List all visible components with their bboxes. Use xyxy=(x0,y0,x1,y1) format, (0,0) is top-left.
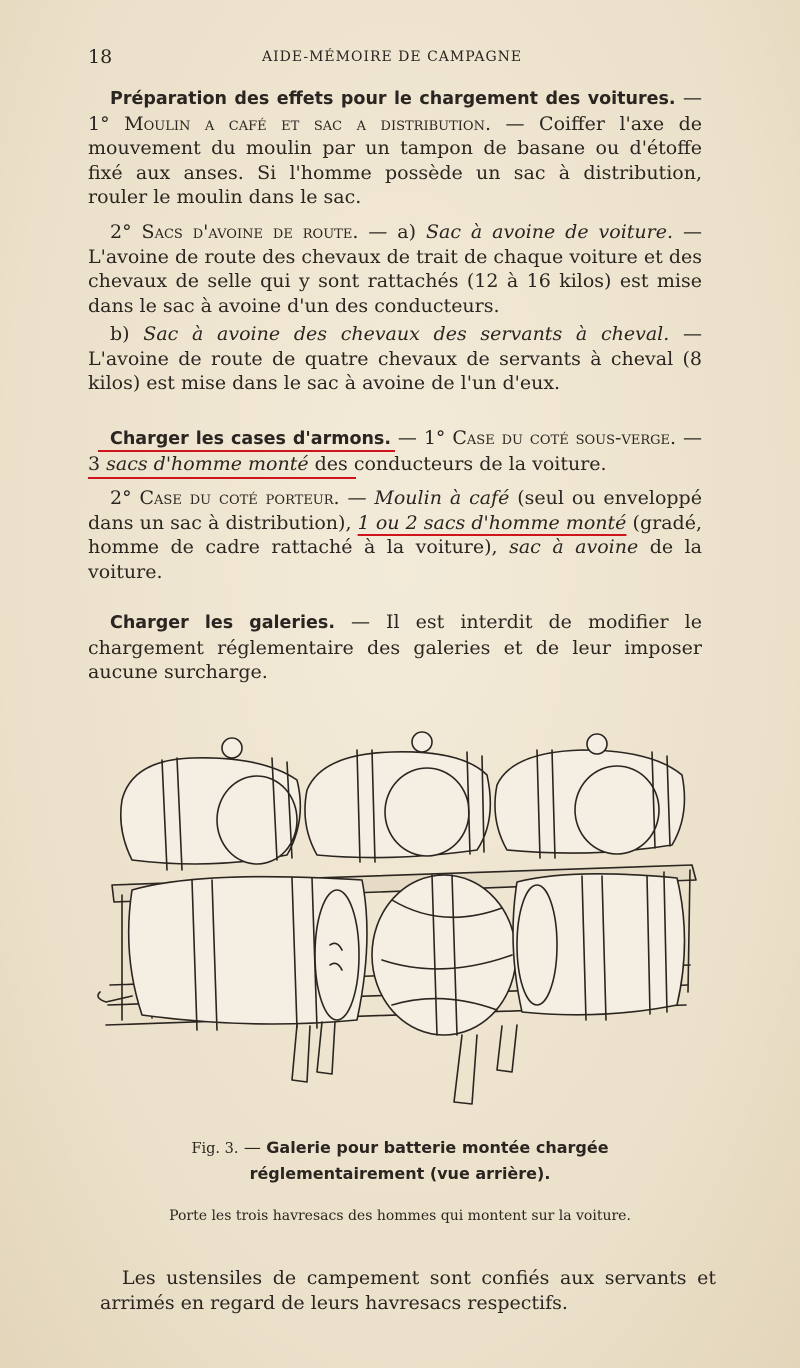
red-underline-phrase-1 xyxy=(88,477,356,479)
lower-sack-right xyxy=(513,874,685,1020)
sacs-paragraph-b: b) Sac à avoine des chevaux des servants à cheval. — L'avoine de route de quatre chevaux de servants à cheval (8 kilos) est mise dans le sac à avoine de l'un d'eux. xyxy=(88,323,702,394)
figure-title-line2: réglementairement (vue arrière). xyxy=(249,1164,551,1183)
red-underline-heading xyxy=(98,450,395,452)
upper-sack-middle xyxy=(305,732,490,862)
figure-note: Porte les trois havresacs des hommes qui montent sur la voiture. xyxy=(169,1208,631,1224)
sacs-paragraph-a: 2° Sacs d'avoine de route. — a) Sac à avoine de voiture. — L'avoine de route des chevaux de trait de chaque voiture et des chevaux de selle qui y sont rattachés (12 à 16 kilos) est mise dans le sac à avoine d'un des conducteurs. xyxy=(88,221,702,317)
figure-title-line1: Galerie pour batterie montée chargée xyxy=(266,1138,609,1157)
upper-sack-left xyxy=(121,738,301,870)
annotated-phrase-2: 1 ou 2 sacs d'homme monté xyxy=(357,511,627,534)
sacs-title: Sacs d'avoine de route. xyxy=(141,221,359,243)
annotated-phrase-1: sacs d'homme monté xyxy=(106,452,309,475)
armons-paragraph-2: 2° Case du coté porteur. — Moulin à café (seul ou enveloppé dans un sac à distribution), 1 ou 2 sacs d'homme monté (gradé, homme de cadre rattaché à la voiture), sac à avoine de la voiture. xyxy=(88,487,703,583)
prep-item1-title: Moulin a café et sac a distribution. xyxy=(124,112,491,135)
galeries-heading: Charger les galeries. xyxy=(110,613,335,633)
armons-heading: Charger les cases d'armons. xyxy=(110,429,391,449)
armons-paragraph-1: Charger les cases d'armons. — 1° Case du coté sous-verge. — 3 sacs d'homme monté des conducteurs de la voiture. xyxy=(88,427,702,475)
prep-heading: Préparation des effets pour le chargement des voitures. xyxy=(110,89,676,109)
upper-sack-right xyxy=(495,734,685,858)
lower-sack-middle xyxy=(372,875,516,1035)
page-number: 18 xyxy=(88,46,113,68)
figure-label: Fig. 3. xyxy=(191,1141,239,1157)
closing-paragraph: Les ustensiles de campement sont confiés aux servants et arrimés en regard de leurs havresacs respectifs. xyxy=(100,1267,716,1314)
running-title: AIDE-MÉMOIRE DE CAMPAGNE xyxy=(262,49,523,65)
prep-paragraph: Préparation des effets pour le chargement des voitures. — 1° Moulin a café et sac a distribution. — Coiffer l'axe de mouvement du moulin par un tampon de basane ou d'étoffe fixé aux anses. Si l'homme possède un sac à distribution, rouler le moulin dans le sac. xyxy=(88,87,702,208)
gallery-illustration xyxy=(92,730,712,1120)
figure-caption-line1: Fig. 3. — Galerie pour batterie montée chargée xyxy=(191,1138,609,1158)
galeries-paragraph: Charger les galeries. — Il est interdit de modifier le chargement réglementaire des galeries et de leur imposer aucune surcharge. xyxy=(88,611,702,683)
lower-sack-left xyxy=(129,877,367,1030)
